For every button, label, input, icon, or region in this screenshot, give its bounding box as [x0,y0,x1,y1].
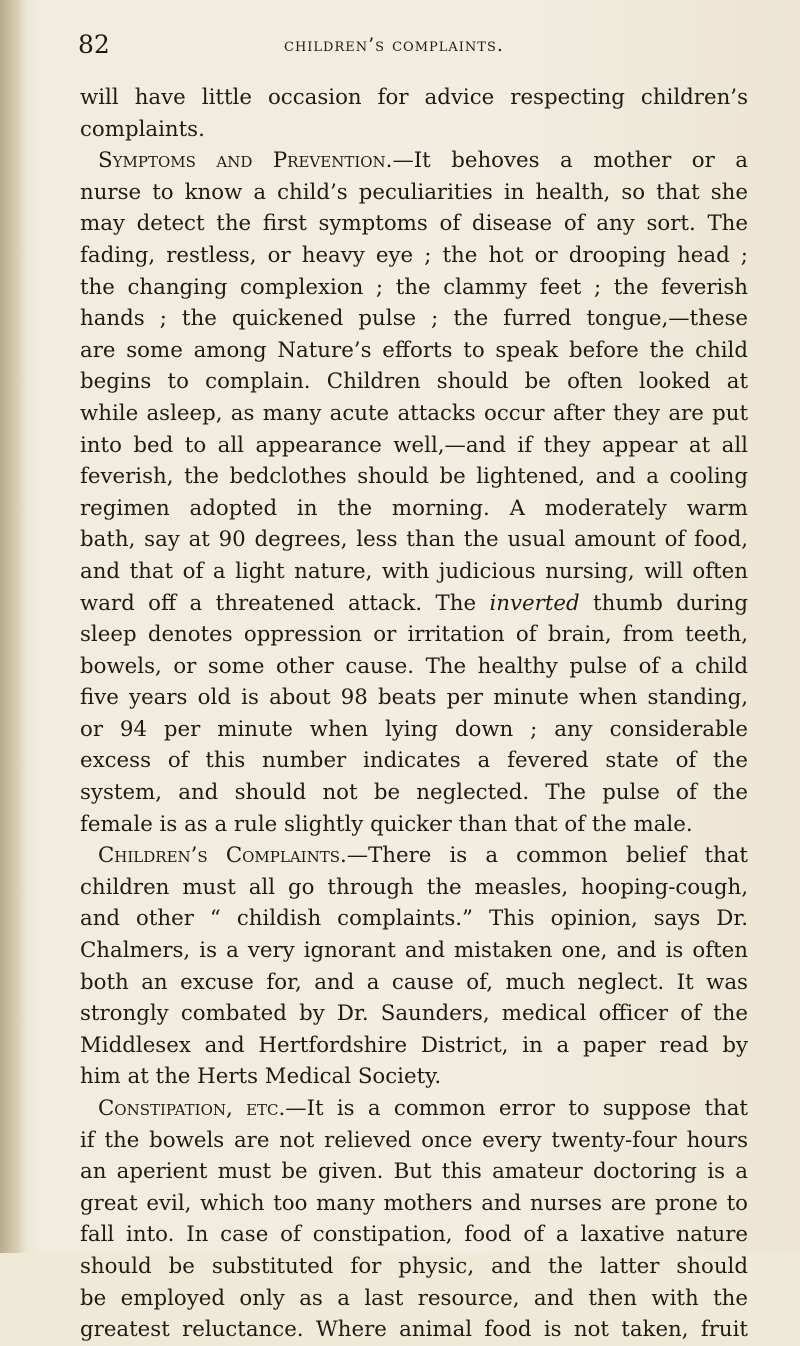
line-text: the changing complexion ; the clammy feet ; the feverish [80,274,748,300]
text-line [80,114,748,146]
text-line [80,493,748,525]
line-text: an aperient must be given. But this amateur doctoring is a [80,1159,748,1185]
line-text: bath, say at 90 degrees, less than the usual amount of food, [80,527,748,553]
text-line [80,524,748,556]
line-text: or 94 per minute when lying down ; any considerable [80,716,748,742]
line-text: if the bowels are not relieved once every twenty-four hours [80,1127,748,1153]
text-line [80,745,748,777]
line-text-pre: ward off a threatened attack. The [80,590,490,616]
line-text: children must all go through the measles, hooping-cough, [80,874,748,900]
text-line [80,366,748,398]
page-number: 82 [78,30,110,59]
line-text: and that of a light nature, with judicious nursing, will often [80,558,748,584]
text-line [80,967,748,999]
line-text: thumb during [579,590,748,616]
text-line [80,240,748,272]
line-text: great evil, which too many mothers and nurses are prone to [80,1190,748,1216]
line-text: both an excuse for, and a cause of, much neglect. It was [80,969,748,995]
text-line [80,1314,748,1346]
line-text: bowels, or some other cause. The healthy pulse of a child [80,653,748,679]
text-line [80,619,748,651]
text-line [80,1093,748,1125]
line-text: may detect the first symptoms of disease of any sort. The [80,211,748,237]
running-head: children’s complaints. [284,34,504,56]
text-line [80,1030,748,1062]
text-line [80,872,748,904]
line-text: regimen adopted in the morning. A moderately warm [80,495,748,521]
text-line [80,208,748,240]
line-text: nurse to know a child’s peculiarities in health, so that she [80,179,748,205]
line-text: are some among Nature’s efforts to speak before the child [80,337,748,363]
line-text: while asleep, as many acute attacks occur after they are put [80,400,748,426]
body-text [80,82,748,1346]
text-line [80,303,748,335]
line-text: Chalmers, is a very ignorant and mistaken one, and is often [80,938,748,964]
page-gutter-shadow [0,0,26,1253]
text-line [80,145,748,177]
line-text: into bed to all appearance well,—and if they appear at all [80,432,748,458]
line-text: feverish, the bedclothes should be lightened, and a cooling [80,464,748,490]
text-line [80,1061,748,1093]
text-line [80,335,748,367]
line-text: —It behoves a mother or a [392,148,748,174]
line-text: fading, restless, or heavy eye ; the hot or drooping head ; [80,242,748,268]
text-line [80,1156,748,1188]
text-line [80,461,748,493]
line-text: system, and should not be neglected. The pulse of the [80,780,748,806]
text-line [80,651,748,683]
text-line [80,398,748,430]
line-text: will have little occasion for advice respecting children’s [80,85,748,110]
line-text: and other “ childish complaints.” This opinion, says Dr. [80,906,748,932]
text-line [80,430,748,462]
text-line [80,840,748,872]
text-line [80,82,748,114]
text-line [80,998,748,1030]
text-line [80,556,748,588]
line-text: should be substituted for physic, and the latter should [80,1253,748,1279]
section-heading: Constipation, etc. [98,1096,286,1121]
text-line [80,588,748,620]
section-heading: Children’s Complaints. [98,843,347,869]
line-text: sleep denotes oppression or irritation of brain, from teeth, [80,622,748,648]
text-line [80,809,748,841]
section-heading: Symptoms and Prevention. [98,148,393,174]
text-line [80,1251,748,1283]
line-text: five years old is about 98 beats per minute when standing, [80,685,748,711]
italic-word: inverted [489,590,580,616]
line-text: strongly combated by Dr. Saunders, medical officer of the [80,1001,748,1027]
line-text: be employed only as a last resource, and then with the [80,1285,748,1311]
line-text: him at the Herts Medical Society. [80,1064,442,1090]
text-line [80,177,748,209]
line-text: greatest reluctance. Where animal food is not taken, fruit [80,1317,748,1343]
line-text: fall into. In case of constipation, food of a laxative nature [80,1222,748,1248]
line-text: hands ; the quickened pulse ; the furred tongue,—these [80,306,748,332]
page-header [78,30,748,64]
line-text: female is as a rule slightly quicker than that of the male. [80,811,693,837]
text-line [80,272,748,304]
text-line [80,935,748,967]
line-text: begins to complain. Children should be often looked at [80,369,748,395]
text-line [80,1125,748,1157]
text-line [80,682,748,714]
text-line [80,1219,748,1251]
text-line [80,1283,748,1315]
text-line [80,777,748,809]
line-text: Middlesex and Hertfordshire District, in a paper read by [80,1032,748,1058]
line-text: —There is a common belief that [346,843,748,869]
text-line [80,714,748,746]
line-text: complaints. [80,116,205,142]
line-text: —It is a common error to suppose that [285,1096,748,1121]
line-text: excess of this number indicates a fevered state of the [80,748,748,774]
text-line [80,903,748,935]
text-line [80,1188,748,1220]
